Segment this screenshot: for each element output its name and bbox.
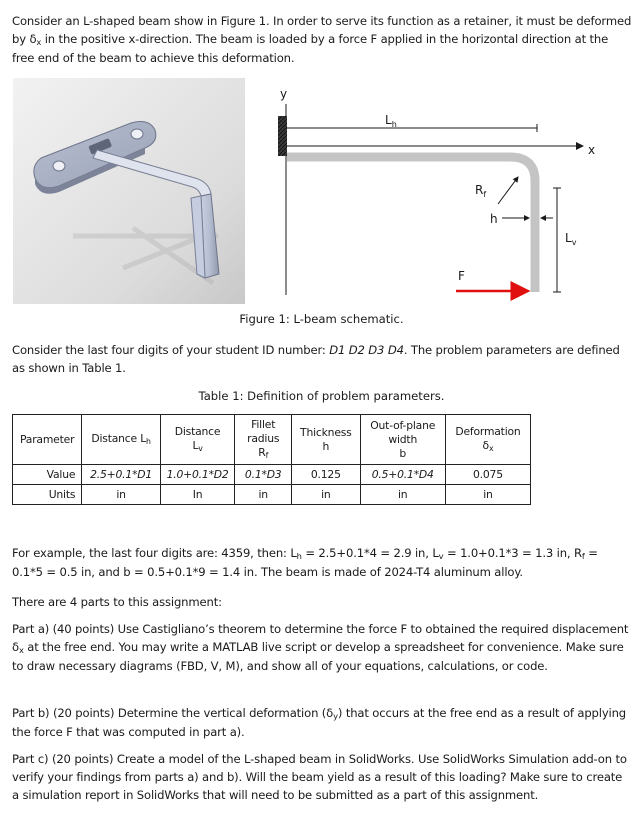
lv-label: $L_v$ <box>565 231 577 247</box>
table-cell: Value <box>13 465 82 485</box>
table-cell: in <box>82 485 161 505</box>
table-row-units <box>13 485 531 505</box>
table-cell: 0.075 <box>445 465 530 485</box>
part-c-paragraph: Part c) (20 points) Create a model of the L-shaped beam in SolidWorks. Use SolidWorks Simulation add-on to verify your findings from parts a) and b). Will the beam yield as a result of this loading? Make sure to create a simulation report in SolidWorks that will need to be submitted as a part of this assignment. <box>12 752 627 802</box>
header-fillet-radius: Fillet radius Rf <box>235 415 292 465</box>
header-deformation: Deformation δx <box>445 415 530 465</box>
table-cell: 0.125 <box>292 465 360 485</box>
header-parameter: Parameter <box>13 415 82 465</box>
beam-3d-render <box>13 78 245 304</box>
header-distance-lv: Distance Lv <box>160 415 234 465</box>
lh-label: $L_h$ <box>385 113 397 129</box>
part-b-paragraph: Part b) (20 points) Determine the vertical deformation (δy) that occurs at the free end as a result of applying the force F that was computed in part a). <box>12 706 627 739</box>
table-cell: 0.1*D3 <box>235 465 292 485</box>
table-cell: 1.0+0.1*D2 <box>160 465 234 485</box>
table-cell: 2.5+0.1*D1 <box>82 465 161 485</box>
l-beam <box>287 157 535 292</box>
example-paragraph: For example, the last four digits are: 4359, then: Lh = 2.5+0.1*4 = 2.9 in, Lv = 1.0+0.1*3 = 1.3 in, Rf = 0.1*5 = 0.5 in, and b = 0.5+0.1*9 = 1.4 in. The beam is made of 2024-T4 aluminum alloy. <box>12 546 598 579</box>
h-label: h <box>490 212 498 226</box>
force-label: F <box>458 269 465 283</box>
y-axis-label: y <box>280 87 288 101</box>
x-axis-label: x <box>588 143 596 157</box>
table-cell: 0.5+0.1*D4 <box>360 465 445 485</box>
table-cell: In <box>160 485 234 505</box>
rf-label: $R_f$ <box>475 183 487 199</box>
figure-caption: Figure 1: L-beam schematic. <box>239 312 404 326</box>
header-distance-lh: Distance Lh <box>82 415 161 465</box>
table-caption: Table 1: Definition of problem parameters. <box>198 389 445 403</box>
table-cell: in <box>360 485 445 505</box>
table-cell: in <box>445 485 530 505</box>
intro-paragraph: Consider an L-shaped beam show in Figure 1. In order to serve its function as a retainer, it must be deformed by δx in the positive x-direction. The beam is loaded by a force F applied in the horizontal direction at the free end of the beam to achieve this deformation. <box>12 14 632 65</box>
header-thickness: Thickness h <box>292 415 360 465</box>
table-cell: in <box>235 485 292 505</box>
header-out-of-plane: Out-of-plane width b <box>360 415 445 465</box>
part-a-paragraph: Part a) (40 points) Use Castigliano’s theorem to determine the force F to obtained the required displacement δx at the free end. You may write a MATLAB live script or develop a spreadsheet for convenience. Make sure to draw necessary diagrams (FBD, V, M), and show all of your equations, calculations, or code. <box>12 622 629 673</box>
consider-paragraph: Consider the last four digits of your student ID number: D1 D2 D3 D4. The problem parameters are defined as shown in Table 1. <box>12 343 620 375</box>
fixed-wall <box>278 116 287 156</box>
table-header-row <box>13 415 531 465</box>
parts-intro: There are 4 parts to this assignment: <box>12 595 222 609</box>
table-row-value <box>13 465 531 485</box>
beam-schematic <box>250 80 605 302</box>
parameters-table <box>12 414 531 505</box>
rf-leader <box>498 177 518 204</box>
table-cell: in <box>292 485 360 505</box>
table-cell: Units <box>13 485 82 505</box>
